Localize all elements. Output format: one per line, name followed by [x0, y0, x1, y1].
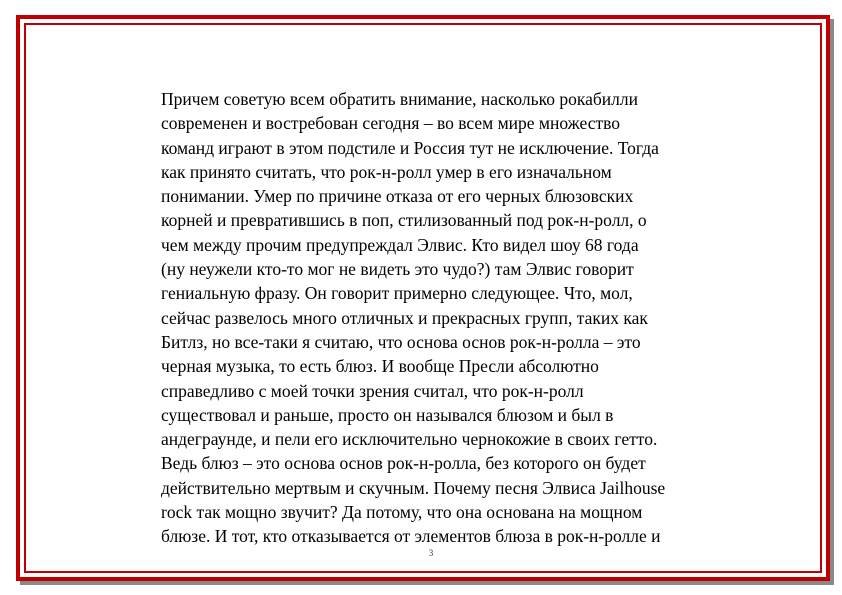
text-line: современен и востребован сегодня – во всем мире множество	[161, 113, 621, 134]
text-line: корней и превратившись в поп, стилизованный под рок-н-ролл, о	[161, 210, 647, 231]
text-line: действительно мертвым и скучным. Почему песня Элвиса Jailhouse	[161, 477, 666, 498]
text-line: чем между прочим предупреждал Элвис. Кто видел шоу 68 года	[161, 234, 639, 255]
text-line: Битлз, но все-таки я считаю, что основа основ рок-н-ролла – это	[161, 331, 641, 352]
text-line: черная музыка, то есть блюз. И вообще Пресли абсолютно	[161, 356, 599, 377]
text-line: Ведь блюз – это основа основ рок-н-ролла, без которого он будет	[161, 453, 646, 474]
text-line: существовал и раньше, просто он назывался блюзом и был в	[161, 404, 614, 425]
text-line: андеграунде, и пели его исключительно чернокожие в своих гетто.	[161, 429, 658, 450]
body-text	[161, 87, 751, 549]
text-line: rock так мощно звучит? Да потому, что она основана на мощном	[161, 502, 643, 523]
text-line: блюзе. И тот, кто отказывается от элементов блюза в рок-н-ролле и	[161, 526, 661, 547]
text-line: команд играют в этом подстиле и Россия тут не исключение. Тогда	[161, 137, 659, 158]
text-line: как принято считать, что рок-н-ролл умер в его изначальном	[161, 161, 612, 182]
text-line: справедливо с моей точки зрения считал, что рок-н-ролл	[161, 380, 584, 401]
page-number: 3	[428, 548, 434, 558]
text-line: гениальную фразу. Он говорит примерно следующее. Что, мол,	[161, 283, 633, 304]
text-line: понимании. Умер по причине отказа от его черных блюзовских	[161, 186, 634, 207]
text-line: (ну неужели кто-то мог не видеть это чудо?) там Элвис говорит	[161, 259, 634, 280]
text-line: сейчас развелось много отличных и прекрасных групп, таких как	[161, 307, 648, 328]
text-line: Причем советую всем обратить внимание, насколько рокабилли	[161, 89, 638, 109]
